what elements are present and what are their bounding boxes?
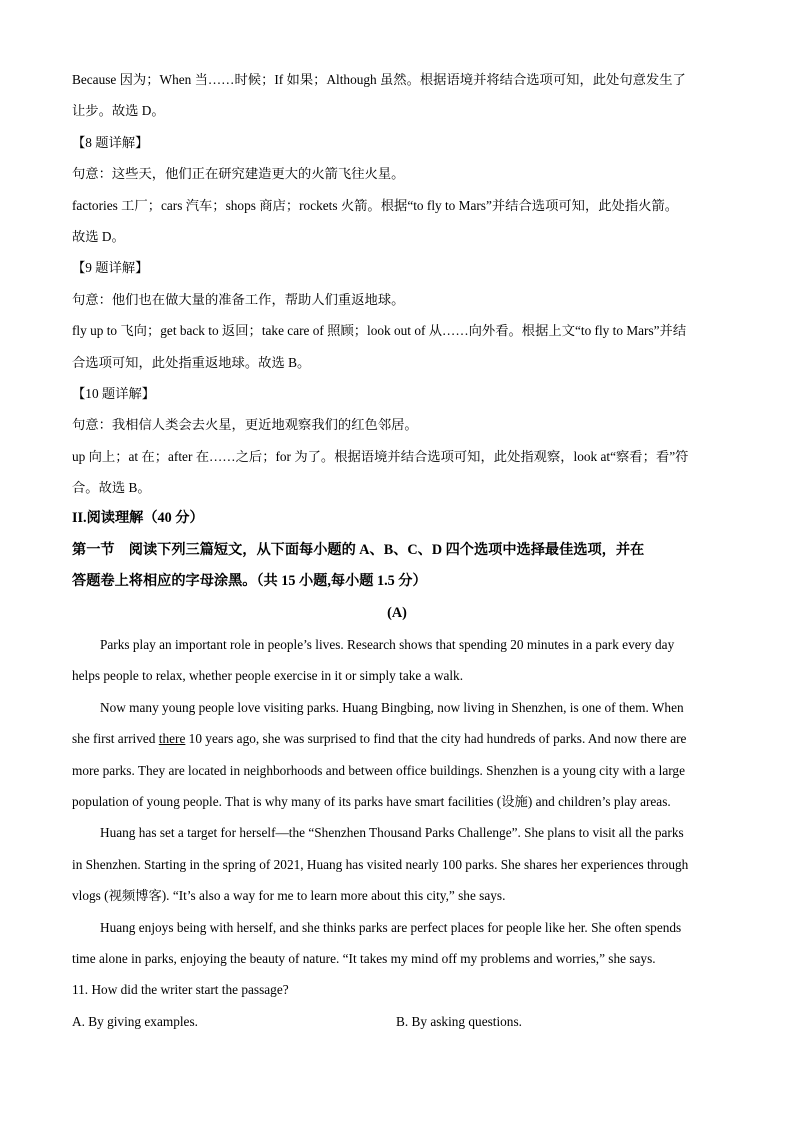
underlined-word-there: there xyxy=(158,731,186,747)
passage-paragraph-1-line-1: Parks play an important role in people’s lives. Research shows that spending 20 minutes in a park every day xyxy=(100,637,675,653)
question-11-stem: 11. How did the writer start the passage? xyxy=(72,982,289,998)
question-10-explanation-line-1: up 向上；at 在；after 在……之后；for 为了。根据语境并结合选项可知，此处指观察，look at“察看；看”符 xyxy=(72,448,689,464)
passage-paragraph-2-line-4: population of young people. That is why many of its parks have smart facilities (设施) and children’s play areas. xyxy=(72,793,671,809)
passage-paragraph-1-line-2: helps people to relax, whether people exercise in it or simply take a walk. xyxy=(72,668,464,684)
question-10-meaning: 句意：我相信人类会去火星，更近地观察我们的红色邻居。 xyxy=(72,417,418,433)
passage-paragraph-2-line-3: more parks. They are located in neighborhoods and between office buildings. Shenzhen is a young city with a large xyxy=(72,762,685,778)
passage-paragraph-3-line-2: in Shenzhen. Starting in the spring of 2021, Huang has visited nearly 100 parks. She shares her experiences through xyxy=(72,856,689,872)
passage-text: 10 years ago, she was surprised to find that the city had hundreds of parks. And now there are xyxy=(185,731,687,747)
page-content xyxy=(72,64,722,1037)
question-9-header: 【9 题详解】 xyxy=(72,260,149,276)
question-8-explanation-line-2: 故选 D。 xyxy=(72,228,125,244)
question-9-explanation-line-2: 合选项可知，此处指重返地球。故选 B。 xyxy=(72,354,311,370)
question-8-explanation-line-1: factories 工厂；cars 汽车；shops 商店；rockets 火箭。根据“to fly to Mars”并结合选项可知，此处指火箭。 xyxy=(72,197,679,213)
passage-paragraph-2-line-2 xyxy=(72,723,722,754)
section-instruction-line-1: 第一节 阅读下列三篇短文，从下面每小题的 A、B、C、D 四个选项中选择最佳选项，并在 xyxy=(72,541,645,558)
option-b: B. By asking questions. xyxy=(396,1013,522,1029)
question-9-meaning: 句意：他们也在做大量的准备工作，帮助人们重返地球。 xyxy=(72,291,405,307)
question-11-options xyxy=(72,1006,722,1037)
passage-text: she first arrived xyxy=(72,731,159,747)
explanation-7-line-1: Because 因为；When 当……时候；If 如果；Although 虽然。根据语境并将结合选项可知，此处句意发生了 xyxy=(72,72,686,87)
explanation-7-line-2: 让步。故选 D。 xyxy=(72,103,165,119)
option-a: A. By giving examples. xyxy=(72,1013,198,1029)
question-8-meaning: 句意：这些天，他们正在研究建造更大的火箭飞往火星。 xyxy=(72,166,405,182)
question-8-header: 【8 题详解】 xyxy=(72,134,149,150)
passage-paragraph-4-line-1: Huang enjoys being with herself, and she thinks parks are perfect places for people like her. She often spends xyxy=(100,919,682,935)
passage-paragraph-2-line-1: Now many young people love visiting parks. Huang Bingbing, now living in Shenzhen, is one of them. When xyxy=(100,699,684,715)
question-10-header: 【10 题详解】 xyxy=(72,385,156,401)
question-9-explanation-line-1: fly up to 飞向；get back to 返回；take care of 照顾；look out of 从……向外看。根据上文“to fly to Mars”并结 xyxy=(72,323,687,339)
question-10-explanation-line-2: 合。故选 B。 xyxy=(72,480,151,496)
passage-paragraph-3-line-3: vlogs (视频博客). “It’s also a way for me to learn more about this city,” she says. xyxy=(72,888,506,904)
passage-paragraph-4-line-2: time alone in parks, enjoying the beauty of nature. “It takes my mind off my problems and worries,” she says. xyxy=(72,950,656,966)
passage-label: (A) xyxy=(387,604,407,621)
section-instruction-line-2: 答题卷上将相应的字母涂黑。（共 15 小题,每小题 1.5 分） xyxy=(72,573,427,590)
passage-paragraph-3-line-1: Huang has set a target for herself—the “Shenzhen Thousand Parks Challenge”. She plans to visit all the parks xyxy=(100,825,684,841)
section-title: II.阅读理解（40 分） xyxy=(72,510,204,527)
